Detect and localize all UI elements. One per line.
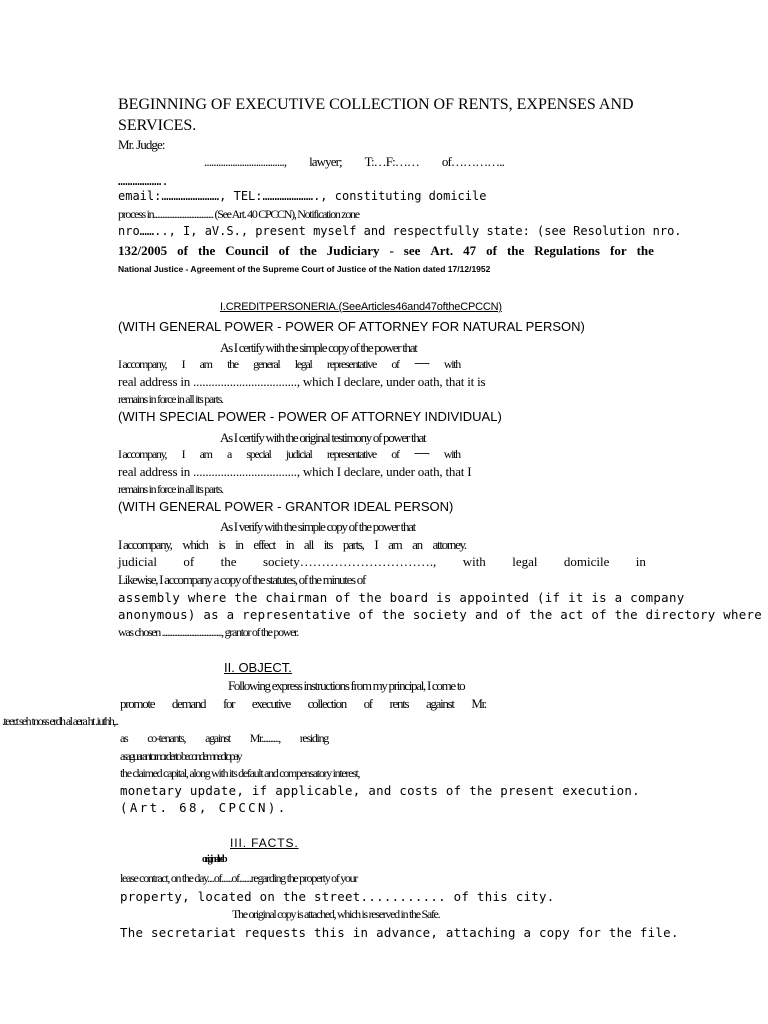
resolution-word: of	[486, 243, 497, 258]
lawyer-line	[204, 155, 504, 170]
text-fragment: promote	[120, 696, 155, 711]
resolution-word: of	[278, 243, 290, 258]
text-fragment: in	[635, 554, 646, 569]
text-fragment: Mr..........,	[249, 731, 280, 745]
text-fragment: which	[182, 537, 208, 552]
resolution-word: -	[389, 243, 394, 258]
process-line: process in................................... (See Art. 40 CPCCN), Notification zone	[118, 207, 359, 221]
text-fragment: executive	[251, 696, 290, 711]
text-fragment: domicile	[563, 554, 610, 569]
text-fragment: the	[227, 357, 238, 371]
text-fragment: its	[323, 537, 333, 552]
resolution-word: for	[609, 243, 627, 258]
text-fragment: the	[220, 554, 237, 569]
text-fragment: I accompany,	[118, 537, 172, 552]
text-fragment: Mr.	[471, 696, 486, 711]
assembly-line-2: anonymous) as a representative of the society and of the act of the directory where	[118, 607, 763, 622]
text-fragment: am	[388, 537, 402, 552]
section-heading-object: II. OBJECT.	[224, 660, 292, 675]
text-fragment: all	[303, 537, 314, 552]
special-power-heading: (WITH SPECIAL POWER - POWER OF ATTORNEY INDIVIDUAL)	[118, 409, 502, 424]
text-fragment: for	[222, 696, 235, 711]
national-justice-line: National Justice - Agreement of the Supreme Court of Justice of the Nation dated 17/12/1952	[118, 264, 491, 274]
text-fragment: of	[183, 554, 195, 569]
text-fragment: against	[205, 731, 230, 745]
section-heading-facts: III. FACTS.	[230, 836, 299, 850]
article-68-line: (Art. 68, CPCCN).	[120, 800, 288, 815]
general-power-heading: (WITH GENERAL POWER - POWER OF ATTORNEY FOR NATURAL PERSON)	[118, 319, 585, 334]
resolution-word: Regulations	[534, 243, 600, 258]
resolution-word: the	[197, 243, 216, 258]
assembly-line-1: assembly where the chairman of the board is appointed (if it is a company	[118, 590, 685, 605]
real-address-line-1: real address in .................................., which I declare, under oath, that it is	[118, 374, 486, 389]
text-fragment: residing	[299, 731, 328, 745]
secretariat-request-line: The secretariat requests this in advance, attaching a copy for the file.	[120, 925, 679, 940]
text-fragment: of	[391, 447, 399, 461]
representative-blank: ...............................,	[414, 358, 429, 366]
resolution-word: Council	[225, 243, 269, 258]
resolution-word: see	[403, 243, 421, 258]
overlapping-text-fragment: originalreb	[202, 854, 226, 865]
text-fragment: against	[425, 696, 454, 711]
addressee-mr-judge: Mr. Judge:	[118, 137, 165, 152]
text-fragment: attorney.	[432, 537, 466, 552]
lawyer-name-blank: ..................................,	[204, 154, 287, 169]
text-fragment: with	[462, 554, 486, 569]
overlapping-text-fragment: .teer.t seh tnoss erdh al aera ht .iuthh,..	[2, 714, 118, 728]
resolution-word: of	[177, 243, 188, 258]
of-label: of…………..	[441, 154, 504, 169]
text-fragment: I	[181, 447, 185, 461]
text-fragment: with	[443, 357, 460, 371]
certify-original-testimony: As I certify with the original testimony of power that	[220, 430, 426, 445]
text-fragment: as	[120, 731, 128, 745]
certify-simple-copy: As I certify with the simple copy of the power that	[220, 340, 417, 355]
representative-blank: ...............................,	[414, 448, 429, 456]
text-fragment: am	[199, 447, 212, 461]
text-fragment: with	[443, 447, 460, 461]
text-fragment: I	[374, 537, 378, 552]
grantor-ideal-person-heading: (WITH GENERAL POWER - GRANTOR IDEAL PERSON)	[118, 499, 454, 514]
resolution-line	[118, 244, 654, 259]
verify-simple-copy: As I verify with the simple copy of the power that	[220, 519, 415, 534]
guarantor-condemned-line: asaguarantornorderto becondemnedtopay	[120, 749, 241, 763]
resolution-word: the	[636, 243, 654, 258]
text-fragment: general	[253, 357, 280, 371]
text-fragment: a	[227, 447, 232, 461]
text-fragment: parts,	[342, 537, 364, 552]
text-fragment: rents	[389, 696, 409, 711]
resolution-word: the	[506, 243, 525, 258]
promote-demand-line	[120, 697, 486, 712]
judicial-society-line	[118, 555, 646, 570]
text-fragment: judicial	[118, 554, 157, 569]
was-chosen-line: was chosen ..................................., grantor of the power.	[118, 625, 298, 639]
society-name-blank: society………………………….,	[262, 554, 437, 569]
text-fragment: legal	[294, 357, 312, 371]
text-fragment: am	[199, 357, 212, 371]
text-fragment: of	[391, 357, 399, 371]
resolution-word: 132/2005	[118, 243, 168, 258]
resolution-word: Art.	[430, 243, 454, 258]
text-fragment: I accompany,	[118, 447, 167, 461]
text-fragment: is	[218, 537, 225, 552]
accompany-attorney-line	[118, 538, 466, 553]
text-fragment: I accompany,	[118, 357, 167, 371]
document-title-line-1: BEGINNING OF EXECUTIVE COLLECTION OF RENTS, EXPENSES AND	[118, 96, 634, 113]
resolution-word: 47	[463, 243, 477, 258]
real-address-line-2: real address in .................................., which I declare, under oath, that I	[118, 464, 472, 479]
text-fragment: an	[412, 537, 422, 552]
text-fragment: in	[285, 537, 294, 552]
continuation-dots: ……………….	[118, 174, 169, 188]
text-fragment: collection	[307, 696, 346, 711]
text-fragment: demand	[171, 696, 206, 711]
text-fragment: I	[181, 357, 185, 371]
section-heading-credit-personeria: I.CREDITPERSONERIA.(SeeArticles46and47oftheCPCCN)	[220, 301, 502, 313]
text-fragment: special	[246, 447, 271, 461]
remains-in-force-2: remains in force in all its parts.	[118, 482, 223, 496]
text-fragment: of	[363, 696, 372, 711]
tome-folio-label: T:…F:……	[364, 154, 420, 169]
lease-contract-line: lease contract, on the day....of......of.......regarding the property of your	[120, 871, 358, 885]
co-tenants-line	[120, 732, 328, 746]
text-fragment: effect	[253, 537, 275, 552]
email-tel-line: email:……………………, TEL:…………………., constituting domicile	[118, 189, 487, 203]
text-fragment: legal	[512, 554, 538, 569]
remains-in-force-1: remains in force in all its parts.	[118, 392, 223, 406]
document-title-line-2: SERVICES.	[118, 117, 197, 134]
likewise-statutes-line: Likewise, I accompany a copy of the statutes, of the minutes of	[118, 572, 365, 587]
accompany-special-line	[118, 448, 460, 462]
accompany-general-line	[118, 358, 460, 372]
text-fragment: in	[235, 537, 243, 552]
original-copy-attached-line: The original copy is attached, which is reserved in the Safe.	[232, 907, 440, 921]
text-fragment: judicial	[285, 447, 312, 461]
nro-statement-line: nro…….., I, aV.S., present myself and respectfully state: (see Resolution nro.	[118, 224, 682, 238]
text-fragment: co-tenants,	[147, 731, 186, 745]
resolution-word: Judiciary	[326, 243, 380, 258]
text-fragment: representative	[326, 447, 376, 461]
lawyer-label: lawyer;	[309, 154, 342, 169]
claimed-capital-line: the claimed capital, along with its default and compensatory interest,	[120, 766, 360, 780]
property-location-line: property, located on the street........... of this city.	[120, 889, 555, 904]
resolution-word: the	[299, 243, 317, 258]
text-fragment: representative	[326, 357, 377, 371]
following-instructions-line: Following express instructions from my principal, I come to	[228, 678, 465, 693]
monetary-update-line: monetary update, if applicable, and costs of the present execution.	[120, 783, 640, 798]
